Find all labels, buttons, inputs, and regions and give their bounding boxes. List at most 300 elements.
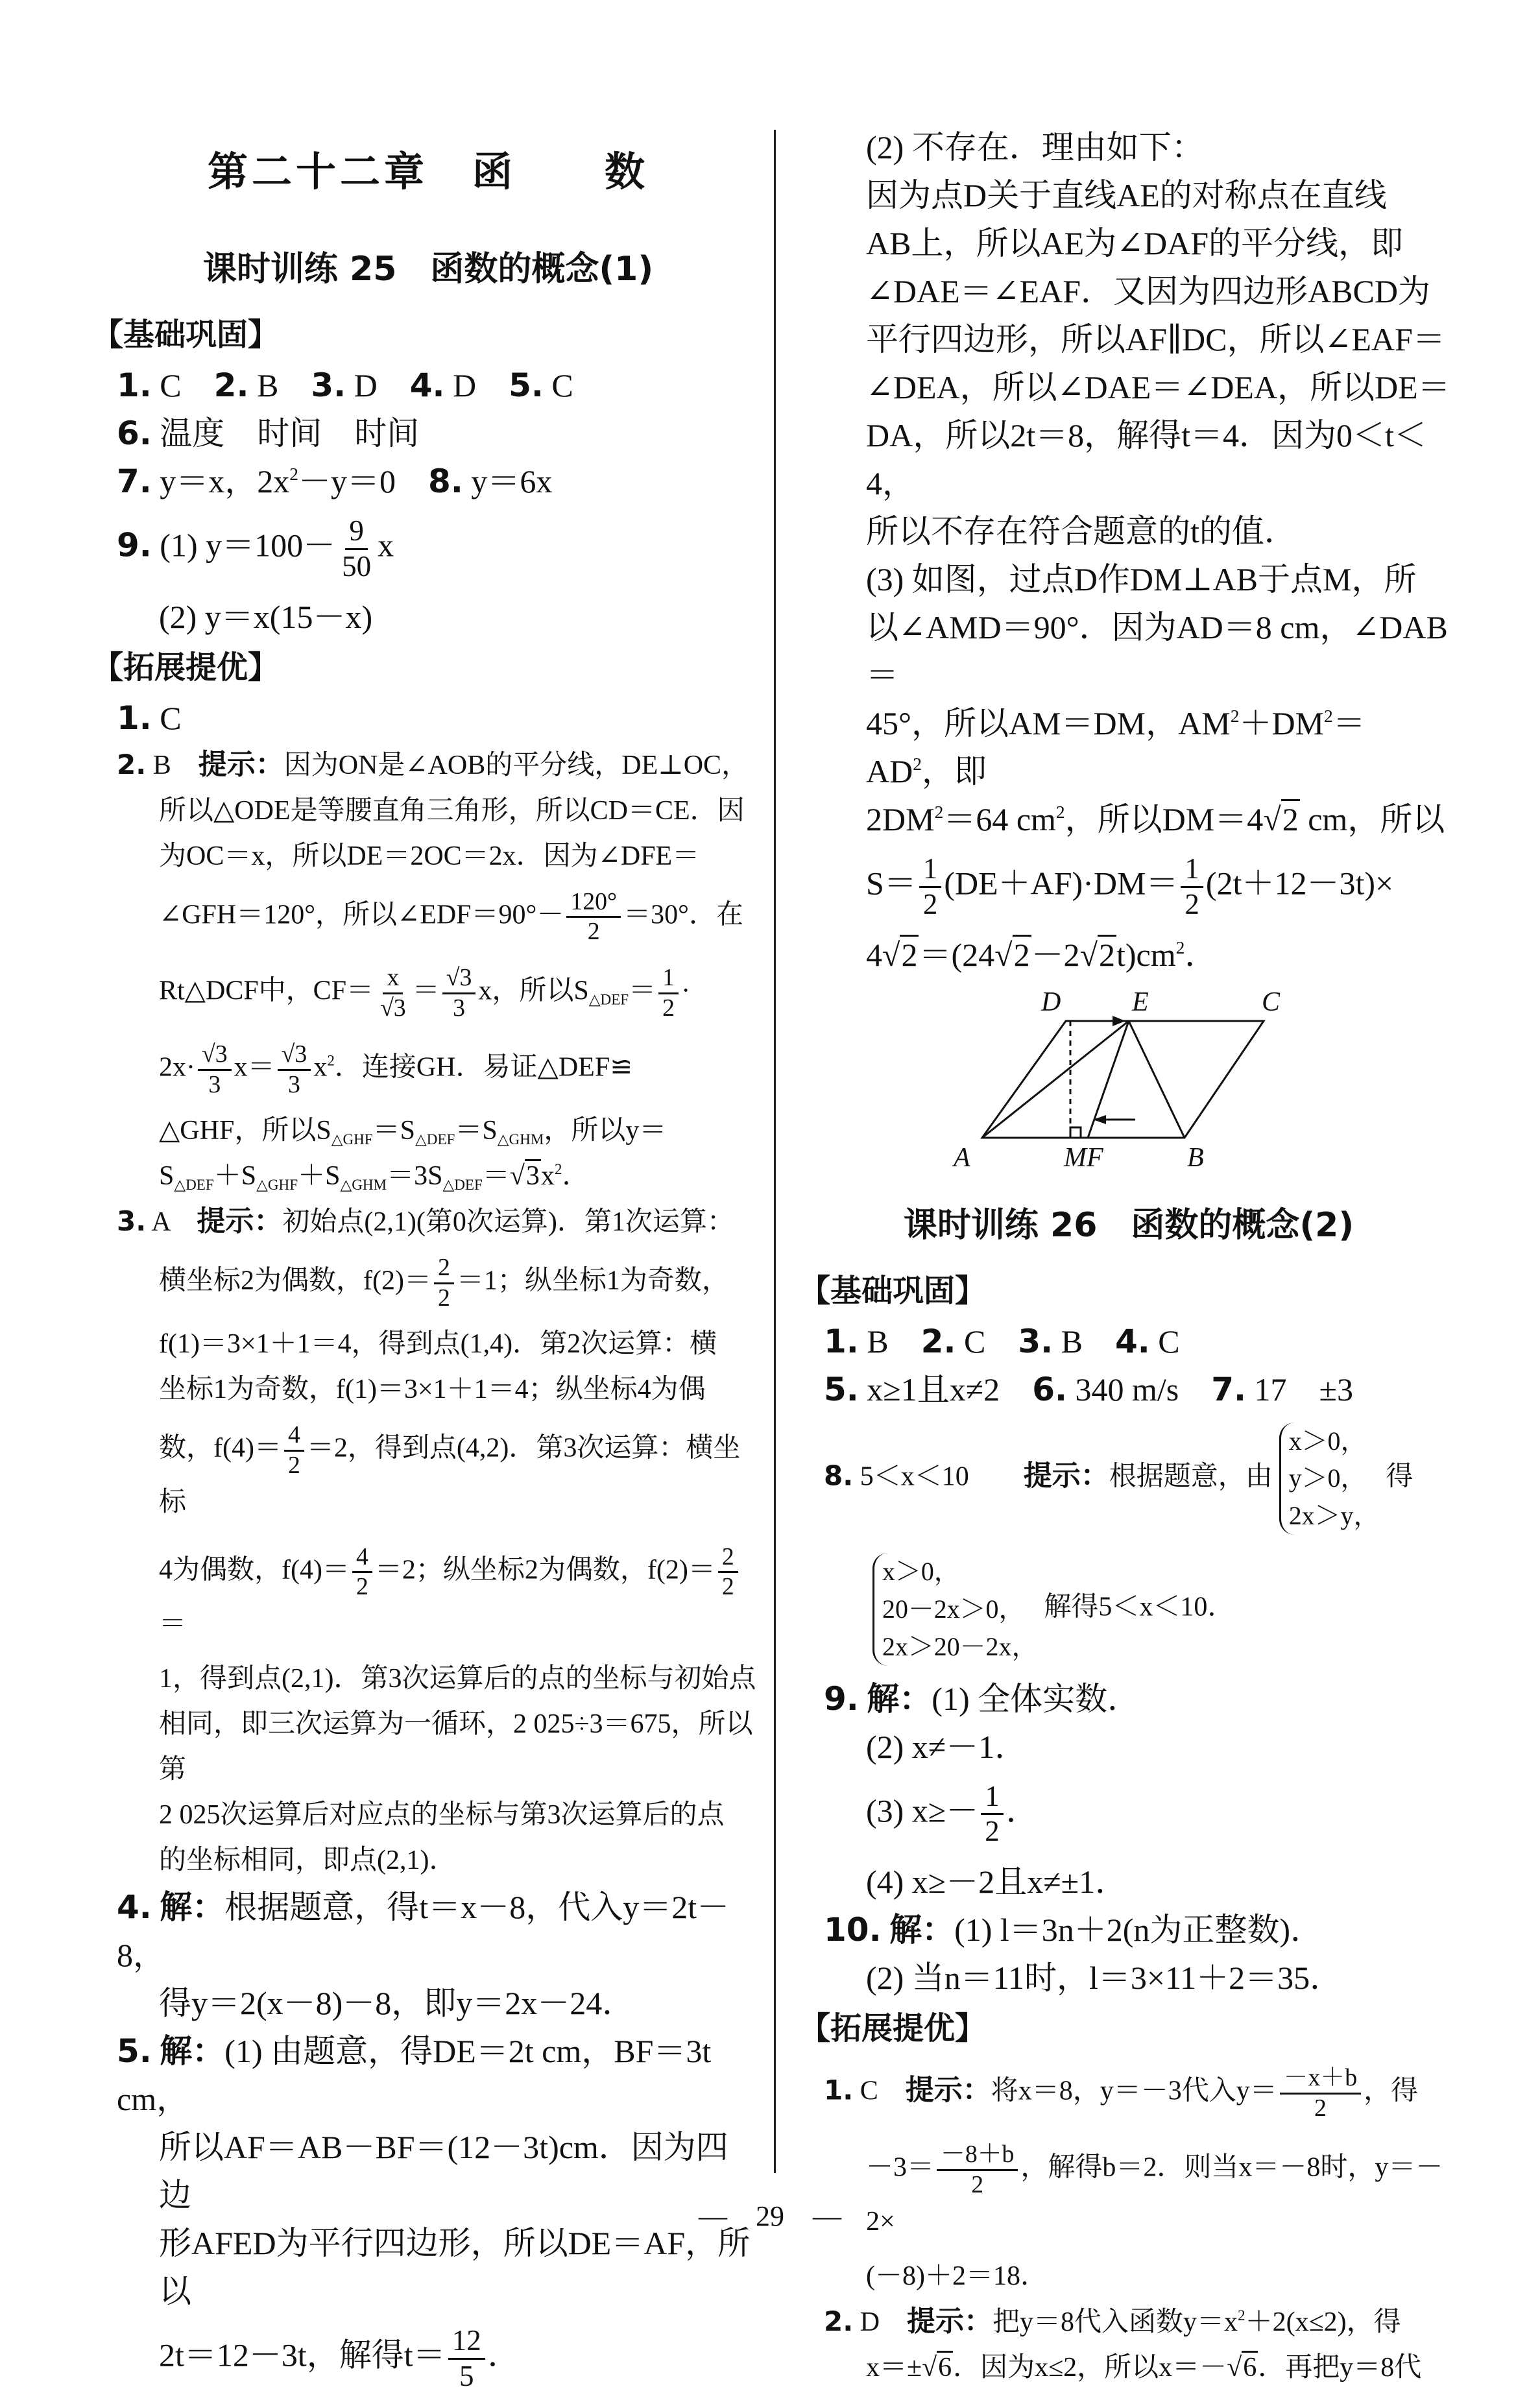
- numerator: －8＋b: [937, 2141, 1018, 2170]
- item-number: 2.: [117, 748, 147, 780]
- text: x: [313, 1052, 328, 1083]
- denominator: 2: [922, 887, 938, 920]
- superscript: 2: [1055, 801, 1065, 822]
- answer-item: [804, 1675, 1453, 1723]
- text: 17 ±3: [1246, 1371, 1353, 1408]
- text: ＝(24: [919, 936, 995, 973]
- answer-line: [804, 219, 1453, 267]
- text: x≥1且x≠2: [858, 1371, 1033, 1408]
- fraction: [352, 1543, 372, 1602]
- numerator: 4: [284, 1421, 304, 1451]
- answer-item: [97, 457, 759, 505]
- text: cm，所以: [1299, 801, 1445, 837]
- text: (2) y＝x(15－x): [159, 598, 373, 635]
- text: 所以AF＝AB－BF＝(12－3t)cm．因为四边: [159, 2128, 728, 2213]
- denominator: 2: [971, 2170, 984, 2198]
- text: B: [1053, 1323, 1115, 1360]
- item-number: 5.: [117, 2032, 152, 2070]
- radicand: 2: [1098, 935, 1116, 973]
- text: x，所以S: [478, 976, 589, 1006]
- text: (1) 全体实数．: [932, 1680, 1140, 1717]
- numerator: √3: [278, 1040, 311, 1070]
- answer-line: [97, 593, 759, 641]
- text: ＝S: [455, 1116, 498, 1146]
- text: (1) 由题意，得DE＝2t cm，BF＝3t cm，: [117, 2032, 712, 2117]
- denominator: 2: [1185, 887, 1199, 920]
- text: B: [146, 750, 199, 780]
- answer-line: [97, 788, 759, 834]
- denominator: 2: [355, 1573, 368, 1601]
- numerator: x: [383, 964, 403, 994]
- text: 4为偶数，f(4)＝: [159, 1555, 350, 1585]
- answer-line: [804, 363, 1453, 411]
- square-root: [882, 931, 919, 979]
- answer-item: [97, 361, 759, 409]
- text: 2x·: [159, 1052, 195, 1083]
- answer-line: [804, 1544, 1453, 1675]
- answer-line: [804, 2345, 1453, 2390]
- text: 为OC＝x，所以DE＝2OC＝2x．因为∠DFE＝: [159, 841, 700, 871]
- item-number: 9.: [117, 526, 152, 564]
- text: 相同，即三次运算为一循环，2 025÷3＝675，所以第: [159, 1709, 753, 1784]
- answer-line: [804, 1858, 1453, 1906]
- item-number: 4.: [409, 366, 445, 404]
- answer-item: [97, 1199, 759, 1245]
- numerator: 1: [981, 1780, 1004, 1816]
- item-number: 解：: [867, 1679, 932, 1718]
- fraction: [566, 888, 621, 946]
- denominator: 2: [721, 1573, 734, 1601]
- text: x＝±: [866, 2352, 922, 2383]
- answer-item: [97, 1883, 759, 1979]
- answer-line: [804, 123, 1453, 171]
- superscript: 2: [327, 1051, 335, 1069]
- text: B: [858, 1323, 921, 1360]
- subscript: △DEF: [174, 1176, 214, 1194]
- lesson-title: 课时训练 26 函数的概念(2): [903, 1205, 1354, 1245]
- text: S: [159, 1161, 174, 1192]
- text: ．: [562, 1161, 590, 1192]
- item-number: 8.: [428, 462, 463, 500]
- text: ＝: [482, 1161, 510, 1192]
- item-number: 3.: [1018, 1322, 1053, 1360]
- radicand: 3: [525, 1159, 541, 1191]
- text: (1) l＝3n＋2(n为正整数)．: [954, 1912, 1323, 1949]
- answer-item: [97, 505, 759, 593]
- answer-item: [804, 1365, 1453, 1413]
- numerator: 4: [352, 1543, 372, 1573]
- text: 把y＝8代入函数y＝x: [993, 2307, 1238, 2337]
- answer-line: [97, 1979, 759, 2027]
- text: 以∠AMD＝90°．因为AD＝8 cm，∠DAB＝: [866, 609, 1448, 693]
- item-number: 解：: [160, 1888, 225, 1926]
- answer-line: [804, 2253, 1453, 2299]
- section-heading: 【基础巩固】: [799, 1272, 987, 1309]
- answer-line: [97, 1321, 759, 1367]
- fraction: [198, 1040, 232, 1099]
- text: ．连接GH．易证△DEF≌: [334, 1052, 633, 1083]
- text: 坐标1为奇数，f(1)＝3×1＋1＝4；纵坐标4为偶: [159, 1375, 706, 1405]
- text: ＝2，得到点(4,2)．第3次运算：横坐标: [159, 1433, 741, 1518]
- superscript: 2: [554, 1160, 562, 1178]
- text: ＝S: [372, 1116, 416, 1146]
- square-root: [922, 2345, 953, 2390]
- fraction: [981, 1780, 1004, 1849]
- answer-item: [97, 742, 759, 788]
- text: 数，f(4)＝: [159, 1433, 282, 1463]
- denominator: 3: [453, 994, 466, 1022]
- answer-item: [97, 694, 759, 742]
- subscript: △DEF: [588, 991, 629, 1009]
- answer-line: [804, 411, 1453, 507]
- text: ＝AD: [866, 705, 1366, 789]
- system-row: 20－2x＞0，: [882, 1594, 1025, 1624]
- fraction: [937, 2141, 1018, 2199]
- text: 温度 时间 时间: [151, 415, 420, 451]
- text: (2) 不存在．理由如下：: [866, 129, 1204, 165]
- answer-line: [804, 171, 1453, 219]
- fraction: [1181, 852, 1203, 922]
- lesson-title: 课时训练 25 函数的概念(1): [202, 250, 654, 289]
- fraction: [284, 1421, 304, 1480]
- answer-line: [97, 1412, 759, 1534]
- text: 横坐标2为偶数，f(2)＝: [159, 1266, 431, 1296]
- radicand: 2: [1281, 799, 1300, 837]
- answer-line: [97, 834, 759, 879]
- square-root: [1080, 931, 1116, 979]
- text: y＝6x: [463, 463, 553, 499]
- page-number: — 29 —: [699, 2200, 841, 2232]
- text: x＝: [234, 1052, 275, 1083]
- text: ．: [487, 2336, 520, 2373]
- numerator: 2: [718, 1543, 738, 1573]
- radical-sign: √: [922, 2352, 937, 2383]
- answer-item: [804, 2299, 1453, 2345]
- answer-line: [804, 603, 1453, 699]
- hint-label: 提示：: [198, 747, 284, 781]
- text: ＝: [159, 1609, 187, 1639]
- radical-sign: √: [882, 936, 900, 973]
- text: ＋2(x≤2)，得: [1245, 2307, 1401, 2337]
- answer-line: [804, 507, 1453, 555]
- text: t)cm: [1116, 936, 1176, 973]
- square-root: [510, 1153, 541, 1199]
- text: ＋S: [213, 1161, 257, 1192]
- item-number: 7.: [1211, 1370, 1247, 1408]
- figure-label-mf: MF: [1064, 1142, 1103, 1173]
- superscript: 2: [913, 753, 922, 774]
- text: S＝: [866, 865, 917, 902]
- equation-system: [1279, 1423, 1380, 1535]
- radicand: 6: [937, 2351, 953, 2383]
- left-column: [92, 133, 759, 2402]
- answer-line: [97, 1153, 759, 1199]
- square-root: [1263, 795, 1299, 843]
- text: ＋DM: [1239, 705, 1325, 741]
- answer-line: [97, 955, 759, 1031]
- text: 根据题意，由: [1109, 1461, 1273, 1491]
- text: 因为点D关于直线AE的对称点在直线: [866, 177, 1387, 213]
- answer-item: [804, 2055, 1453, 2132]
- denominator: 3: [288, 1070, 300, 1098]
- subscript: △DEF: [415, 1131, 455, 1148]
- fraction: [919, 852, 942, 922]
- answer-line: [97, 1701, 759, 1792]
- text: B: [248, 367, 311, 403]
- text: ＝: [412, 976, 440, 1006]
- figure-label-a: A: [954, 1142, 970, 1173]
- radical-sign: √: [994, 936, 1013, 973]
- answer-line: [804, 699, 1453, 795]
- text: (3) x≥－: [866, 1792, 979, 1829]
- subscript: △GHF: [256, 1176, 298, 1194]
- text: 4: [866, 936, 882, 973]
- denominator: 2: [662, 994, 675, 1022]
- text: [152, 2033, 160, 2069]
- subscript: △GHF: [331, 1131, 373, 1148]
- subscript: △GHM: [340, 1176, 387, 1194]
- text: 得y＝2(x－8)－8，即y＝2x－24．: [159, 1984, 635, 2021]
- fraction: [718, 1543, 738, 1602]
- fraction: [448, 2324, 485, 2394]
- fraction: [1280, 2064, 1361, 2122]
- numerator: －x＋b: [1280, 2064, 1361, 2094]
- superscript: 2: [934, 801, 944, 822]
- text: A: [146, 1207, 197, 1238]
- text: ＝30°．在: [623, 900, 743, 930]
- text: (2) x≠－1．: [866, 1728, 1028, 1765]
- right-column: [799, 123, 1453, 2390]
- subscript: △GHM: [497, 1131, 544, 1148]
- text: (－8)＋2＝18．: [866, 2261, 1048, 2291]
- system-row: x＞0，: [882, 1557, 960, 1587]
- numerator: 1: [1181, 852, 1203, 888]
- fraction: [434, 1254, 454, 1312]
- answer-line: [804, 795, 1453, 843]
- text: DA，所以2t＝8，解得t＝4．因为0＜t＜4，: [866, 417, 1426, 501]
- figure-label-b: B: [1187, 1142, 1204, 1173]
- radical-sign: √: [1079, 936, 1098, 973]
- text: ∠DEA，所以∠DAE＝∠DEA，所以DE＝: [866, 369, 1450, 405]
- fraction: [442, 964, 476, 1022]
- item-number: 解：: [889, 1911, 955, 1949]
- subscript: △DEF: [442, 1176, 483, 1194]
- radical-sign: √: [509, 1161, 525, 1192]
- item-number: 3.: [117, 1205, 147, 1238]
- figure-label-d: D: [1041, 987, 1061, 1017]
- text: ．: [1005, 1792, 1039, 1829]
- section-heading: 【拓展提优】: [92, 649, 280, 686]
- text: 所以不存在符合题意的t的值．: [866, 513, 1297, 549]
- text: [859, 1681, 867, 1717]
- text: ，所以DM＝4: [1065, 801, 1264, 837]
- answer-line: [804, 1954, 1453, 2002]
- radical-sign: √: [1263, 801, 1281, 837]
- text: 平行四边形，所以AF∥DC，所以∠EAF＝: [866, 321, 1445, 357]
- item-number: 2.: [824, 2305, 854, 2337]
- figure-label-c: C: [1262, 987, 1281, 1017]
- text: 2t＝12－3t，解得t＝: [159, 2336, 446, 2373]
- answer-line: [97, 1031, 759, 1108]
- text: (2t＋12－3t)×: [1205, 865, 1394, 902]
- item-number: 5.: [824, 1370, 859, 1408]
- system-row: 2x＞y，: [1288, 1501, 1380, 1531]
- denominator: 2: [1314, 2094, 1327, 2122]
- section-heading: 【拓展提优】: [799, 2010, 987, 2047]
- numerator: 12: [448, 2324, 485, 2360]
- text: 形AFED为平行四边形，所以DE＝AF，所以: [159, 2224, 751, 2309]
- denominator: 2: [437, 1284, 450, 1312]
- text: C: [1149, 1323, 1180, 1360]
- numerator: √3: [442, 964, 476, 994]
- text: [882, 1912, 890, 1948]
- denominator: √3: [380, 994, 406, 1022]
- answer-line: [97, 1792, 759, 1838]
- superscript: 2: [1175, 937, 1185, 957]
- text: C: [853, 2076, 906, 2106]
- answer-line: [97, 1367, 759, 1412]
- item-number: 8.: [824, 1459, 854, 1491]
- text: x: [540, 1161, 555, 1192]
- fraction: [658, 964, 679, 1022]
- text: x: [378, 527, 394, 564]
- denominator: 3: [208, 1070, 221, 1098]
- text: C: [543, 367, 573, 403]
- answer-item: [804, 1906, 1453, 1954]
- equation-system: [872, 1553, 1037, 1666]
- text: －3＝: [866, 2152, 935, 2183]
- system-row: 2x＞20－2x，: [882, 1631, 1038, 1661]
- text: ＋S: [298, 1161, 341, 1192]
- text: (DE＋AF)·DM＝: [944, 865, 1179, 902]
- square-root: [1227, 2345, 1258, 2390]
- text: ＝2；纵坐标2为偶数，f(2)＝: [374, 1555, 716, 1585]
- text: AB上，所以AE为∠DAF的平分线，即: [866, 225, 1404, 261]
- radicand: 6: [1242, 2351, 1258, 2383]
- text: C: [151, 699, 182, 736]
- answer-line: [804, 267, 1453, 315]
- superscript: 2: [289, 463, 299, 484]
- answer-line: [97, 1656, 759, 1701]
- superscript: 2: [1324, 705, 1333, 726]
- item-number: 1.: [117, 699, 152, 737]
- text: ，所以y＝: [544, 1116, 667, 1146]
- text: ∠DAE＝∠EAF．又因为四边形ABCD为: [866, 273, 1430, 309]
- text: C: [151, 367, 214, 403]
- text: －2: [1031, 936, 1080, 973]
- numerator: 2: [434, 1254, 454, 1284]
- text: －y＝0: [298, 463, 429, 499]
- denominator: 50: [342, 549, 372, 582]
- answer-line: [97, 2315, 759, 2402]
- numerator: 9: [345, 514, 368, 550]
- item-number: 7.: [117, 462, 152, 500]
- text: ∠GFH＝120°，所以∠EDF＝90°－: [159, 900, 564, 930]
- text: (2) 当n＝11时，l＝3×11＋2＝35．: [866, 1960, 1343, 1997]
- item-number: 1.: [824, 1322, 859, 1360]
- answer-line: [804, 1771, 1453, 1858]
- item-number: 3.: [311, 366, 346, 404]
- column-divider: [774, 130, 776, 2173]
- hint-label: 提示：: [197, 1205, 283, 1238]
- text: (1) y＝100－: [151, 527, 336, 564]
- denominator: 2: [587, 917, 600, 945]
- answer-line: [97, 1534, 759, 1656]
- text: ＝1；纵坐标1为奇数，: [456, 1266, 729, 1296]
- chapter-title: 第二十二章 函 数: [207, 148, 649, 195]
- item-number: 9.: [824, 1679, 859, 1718]
- item-number: 1.: [824, 2074, 854, 2106]
- text: (4) x≥－2且x≠±1．: [866, 1864, 1128, 1901]
- parallelogram-diagram: [804, 985, 1453, 1173]
- text: ，解得b＝2．则当x＝－8时，y＝－2×: [866, 2152, 1443, 2237]
- item-number: 1.: [117, 366, 152, 404]
- text: 2 025次运算后对应点的坐标与第3次运算后的点: [159, 1799, 725, 1830]
- item-number: 2.: [920, 1322, 956, 1360]
- text: 因为ON是∠AOB的平分线，DE⊥OC，: [283, 750, 749, 780]
- text: 340 m/s: [1066, 1371, 1212, 1408]
- text: 将x＝8，y＝－3代入y＝: [991, 2076, 1277, 2106]
- text: ＝: [629, 976, 656, 1006]
- text: D: [853, 2307, 908, 2337]
- item-number: 4.: [1114, 1322, 1150, 1360]
- text: ．因为x≤2，所以x＝－: [953, 2352, 1227, 2383]
- answer-line: [804, 315, 1453, 363]
- answer-item: [97, 2027, 759, 2123]
- text: ．再把y＝8代: [1258, 2352, 1422, 2383]
- text: 1，得到点(2,1)．第3次运算后的点的坐标与初始点: [159, 1663, 756, 1694]
- text: 解得5＜x＜10．: [1044, 1592, 1235, 1622]
- denominator: 2: [985, 1815, 1000, 1848]
- text: 初始点(2,1)(第0次运算)．第1次运算：: [282, 1207, 734, 1238]
- answer-line: [97, 1108, 759, 1153]
- text: 的坐标相同，即点(2,1)．: [159, 1845, 457, 1875]
- denominator: 2: [287, 1451, 300, 1479]
- item-number: 6.: [1032, 1370, 1067, 1408]
- answer-line: [97, 879, 759, 955]
- hint-label: 提示：: [905, 2073, 991, 2107]
- answer-line: [804, 843, 1453, 931]
- item-number: 10.: [824, 1911, 882, 1949]
- text: ＝3S: [387, 1161, 443, 1192]
- item-number: 解：: [160, 2032, 225, 2070]
- fraction: [338, 514, 375, 584]
- superscript: 2: [1230, 705, 1240, 726]
- answer-item: [97, 409, 759, 457]
- square-root: [994, 931, 1031, 979]
- text: f(1)＝3×1＋1＝4，得到点(1,4)．第2次运算：横: [159, 1329, 717, 1360]
- item-number: 6.: [117, 414, 152, 452]
- numerator: 120°: [566, 888, 621, 918]
- text: D: [346, 367, 410, 403]
- answer-line: [804, 1723, 1453, 1771]
- numerator: 1: [919, 852, 942, 888]
- section-heading: 【基础巩固】: [92, 317, 280, 353]
- text: 根据题意，得t＝x－8，代入y＝2t－8，: [117, 1888, 730, 1973]
- radicand: 2: [900, 935, 919, 973]
- radical-sign: √: [1227, 2352, 1242, 2383]
- text: (3) 如图，过点D作DM⊥AB于点M，所: [866, 561, 1417, 597]
- text: 得: [1386, 1461, 1414, 1491]
- hint-label: 提示：: [907, 2304, 993, 2338]
- system-row: y＞0，: [1288, 1463, 1367, 1493]
- hint-label: 提示：: [1023, 1458, 1109, 1492]
- system-row: x＞0，: [1288, 1426, 1367, 1456]
- text: ＝64 cm: [943, 801, 1056, 837]
- answer-line: [804, 931, 1453, 979]
- text: ，即: [921, 753, 987, 789]
- text: ，得: [1364, 2076, 1419, 2106]
